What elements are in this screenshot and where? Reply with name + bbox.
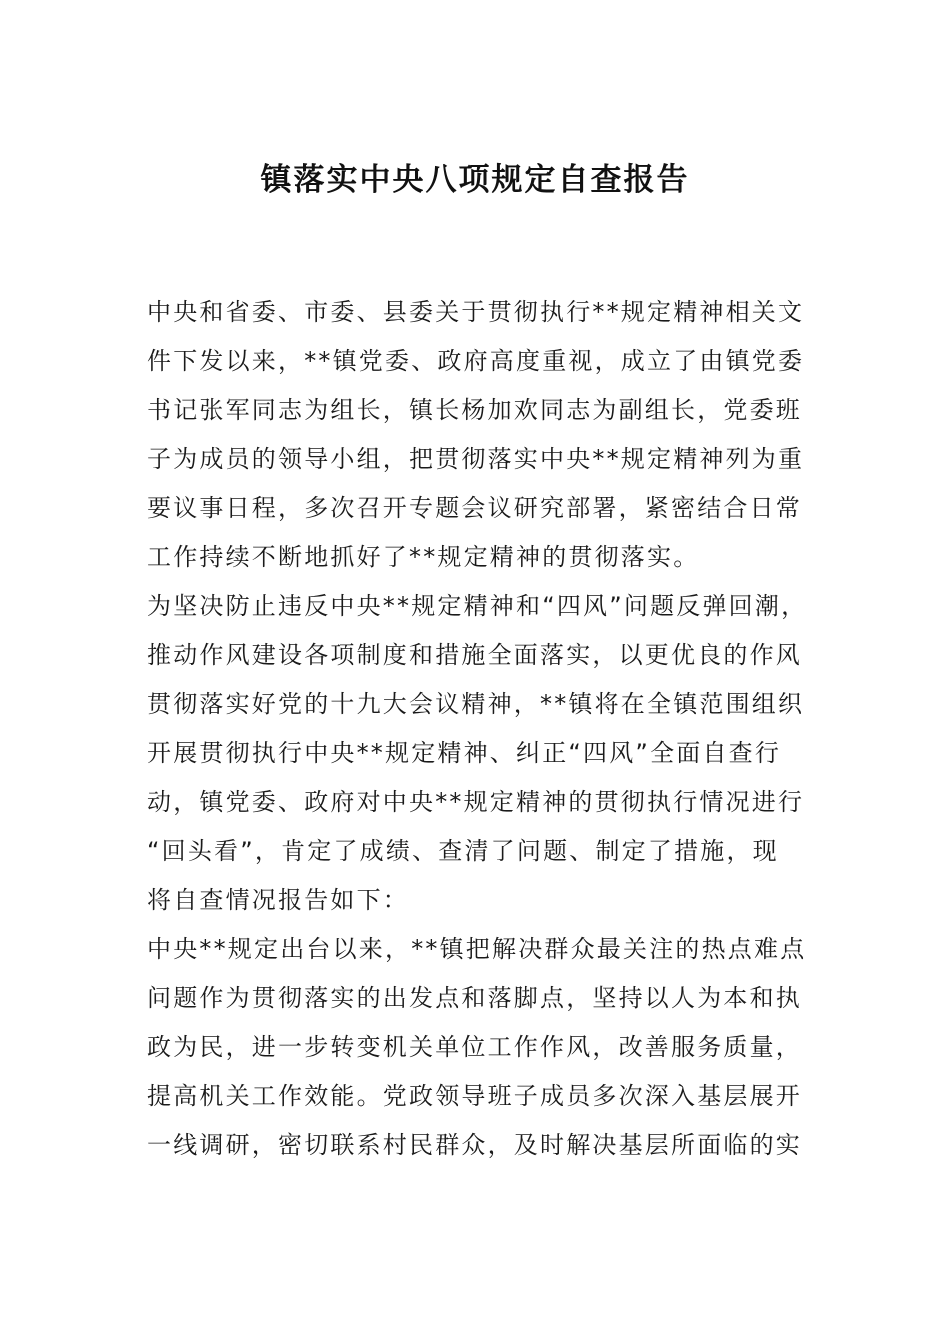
- body-line: 子为成员的领导小组，把贯彻落实中央**规定精神列为重: [147, 445, 805, 473]
- body-line: 将自查情况报告如下：: [147, 886, 409, 914]
- body-line: 工作持续不断地抓好了**规定精神的贯彻落实。: [147, 543, 700, 571]
- body-line: 中央和省委、市委、县委关于贯彻执行**规定精神相关文: [147, 298, 805, 326]
- body-line: 政为民，进一步转变机关单位工作作风，改善服务质量，: [147, 1033, 802, 1061]
- body-line: 要议事日程，多次召开专题会议研究部署，紧密结合日常: [147, 494, 802, 522]
- body-line: 中央**规定出台以来，**镇把解决群众最关注的热点难点: [147, 935, 807, 963]
- document-title: 镇落实中央八项规定自查报告: [260, 162, 690, 198]
- body-line: “回头看”，肯定了成绩、查清了问题、制定了措施，现: [147, 837, 779, 865]
- body-line: 为坚决防止违反中央**规定精神和“四风”问题反弹回潮，: [147, 592, 808, 620]
- body-line: 问题作为贯彻落实的出发点和落脚点，坚持以人为本和执: [147, 984, 802, 1012]
- body-line: 推动作风建设各项制度和措施全面落实，以更优良的作风: [147, 641, 802, 669]
- body-line: 贯彻落实好党的十九大会议精神，**镇将在全镇范围组织: [147, 690, 805, 718]
- body-line: 书记张军同志为组长，镇长杨加欢同志为副组长，党委班: [147, 396, 802, 424]
- body-line: 开展贯彻执行中央**规定精神、纠正“四风”全面自查行: [147, 739, 782, 767]
- body-line: 动，镇党委、政府对中央**规定精神的贯彻执行情况进行: [147, 788, 805, 816]
- body-line: 件下发以来，**镇党委、政府高度重视，成立了由镇党委: [147, 347, 805, 375]
- body-line: 提高机关工作效能。党政领导班子成员多次深入基层展开: [147, 1082, 802, 1110]
- body-line: 一线调研，密切联系村民群众，及时解决基层所面临的实: [147, 1131, 802, 1159]
- document-body: [147, 288, 837, 1170]
